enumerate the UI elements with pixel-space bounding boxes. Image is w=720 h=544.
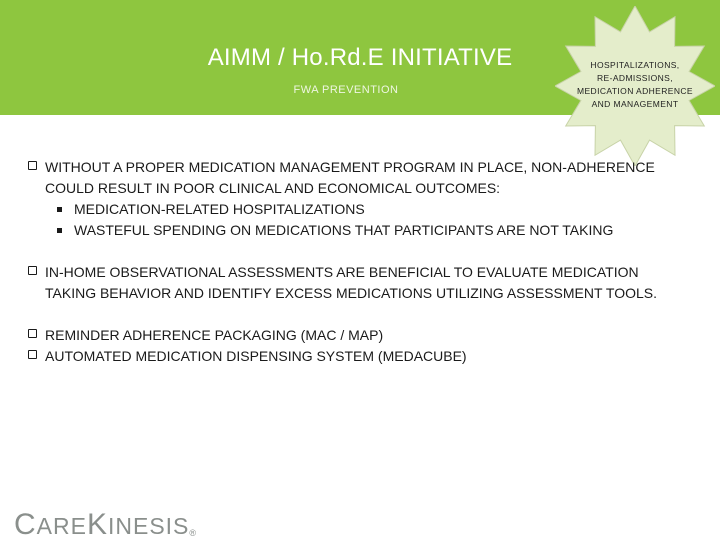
slide-title: AIMM / Ho.Rd.E INITIATIVE xyxy=(207,44,513,71)
square-bullet-icon xyxy=(57,207,62,212)
star-line: RE-ADMISSIONS, xyxy=(597,73,673,83)
star-line: HOSPITALIZATIONS, xyxy=(590,60,680,70)
star-badge xyxy=(555,6,715,166)
sub-item xyxy=(28,199,688,220)
bullet-text: WITHOUT A PROPER MEDICATION MANAGEMENT PROGRAM IN PLACE, NON-ADHERENCE COULD RESULT IN POOR CLINICAL AND ECONOMICAL OUTCOMES: xyxy=(45,159,655,196)
bullet-item xyxy=(28,325,688,346)
square-bullet-icon xyxy=(57,228,62,233)
bullet-text: IN-HOME OBSERVATIONAL ASSESSMENTS ARE BENEFICIAL TO EVALUATE MEDICATION TAKING BEHAVIOR AND IDENTIFY EXCESS MEDICATIONS UTILIZING ASSESSMENT TOOLS. xyxy=(45,264,657,301)
bullet-text: REMINDER ADHERENCE PACKAGING (MAC / MAP) xyxy=(45,327,384,343)
sub-item-text: WASTEFUL SPENDING ON MEDICATIONS THAT PARTICIPANTS ARE NOT TAKING xyxy=(74,222,614,238)
bullet-text: AUTOMATED MEDICATION DISPENSING SYSTEM (MEDACUBE) xyxy=(45,348,467,364)
bullet-item xyxy=(28,262,688,304)
bullet-item xyxy=(28,157,688,199)
checkbox-bullet-icon xyxy=(28,266,37,275)
sub-list xyxy=(28,199,688,241)
bullet-item xyxy=(28,346,688,367)
star-line: MEDICATION ADHERENCE xyxy=(577,86,693,96)
checkbox-bullet-icon xyxy=(28,329,37,338)
star-line: AND MANAGEMENT xyxy=(591,99,679,109)
bullet-content xyxy=(28,157,688,367)
star-text xyxy=(573,59,697,111)
checkbox-bullet-icon xyxy=(28,350,37,359)
checkbox-bullet-icon xyxy=(28,161,37,170)
slide-subtitle: FWA PREVENTION xyxy=(293,84,399,96)
sub-item-text: MEDICATION-RELATED HOSPITALIZATIONS xyxy=(74,201,365,217)
carekinesis-logo: CAREKINESIS® xyxy=(14,508,198,541)
sub-item xyxy=(28,220,688,241)
